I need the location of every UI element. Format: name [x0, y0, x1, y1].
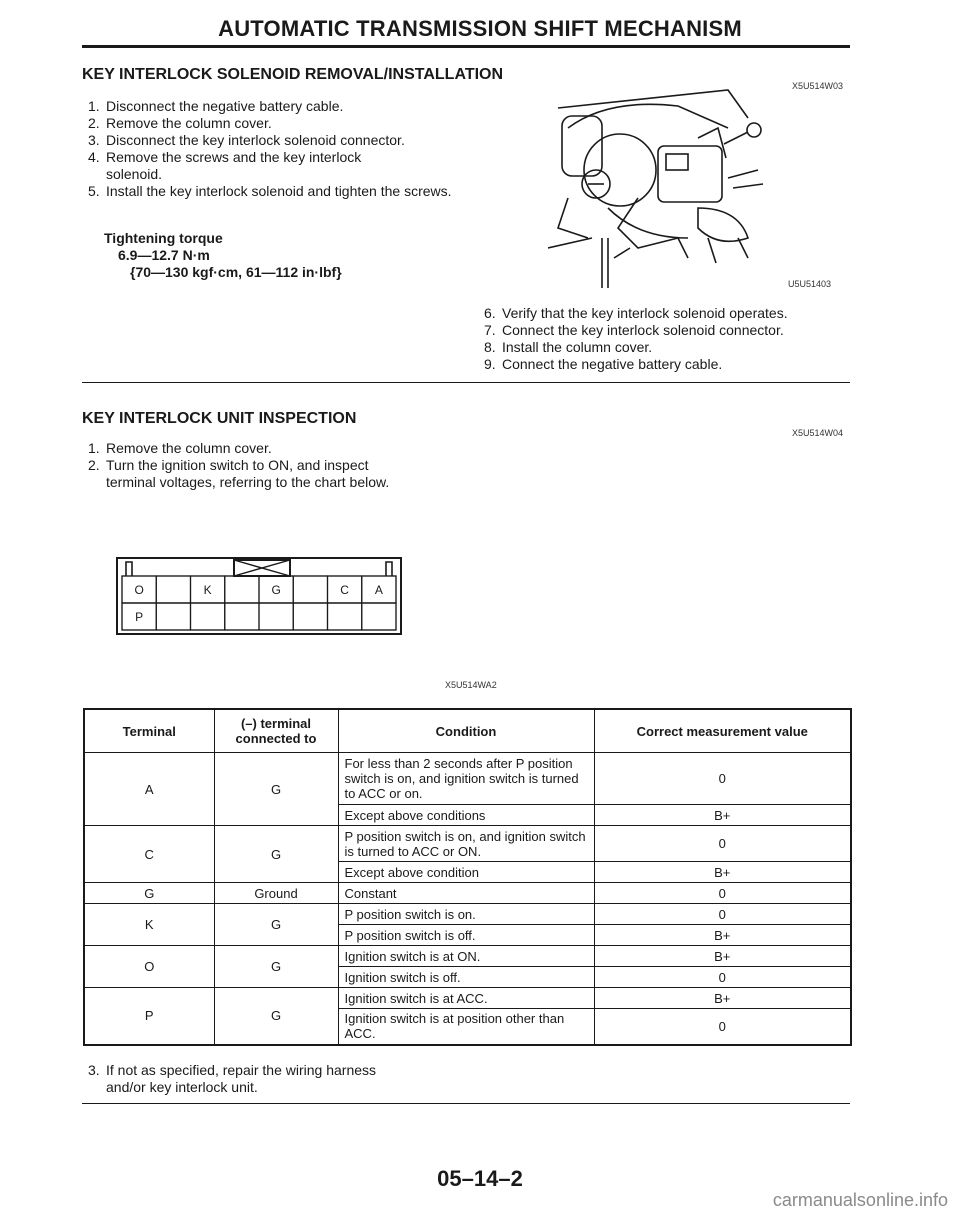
- condition-cell: P position switch is on.: [338, 904, 594, 925]
- condition-cell: Ignition switch is off.: [338, 967, 594, 988]
- terminal-cell: A: [84, 753, 214, 826]
- connector-pin-label: G: [271, 583, 281, 597]
- value-cell: 0: [594, 753, 851, 805]
- connector-pin-cell: [156, 576, 190, 603]
- value-cell: 0: [594, 883, 851, 904]
- connector-pin-cell: [328, 603, 362, 630]
- connected-cell: Ground: [214, 883, 338, 904]
- torque-label: Tightening torque: [104, 230, 223, 246]
- list-item: 1. Disconnect the negative battery cable.: [88, 98, 344, 114]
- list-item: 1. Remove the column cover.: [88, 440, 272, 456]
- figure-code-connector: X5U514WA2: [445, 680, 497, 690]
- connector-pin-label: C: [340, 583, 349, 597]
- connected-cell: G: [214, 753, 338, 826]
- connector-pin-label: K: [203, 583, 212, 597]
- list-item: 4. Remove the screws and the key interlock solenoid.: [88, 149, 362, 182]
- condition-cell: For less than 2 seconds after P position switch is on, and ignition switch is turned to ACC or on.: [338, 753, 594, 805]
- connector-pin-label: P: [135, 610, 144, 624]
- header-connected-to: (–) terminal connected to: [214, 709, 338, 753]
- terminal-cell: C: [84, 826, 214, 883]
- header-measurement-value: Correct measurement value: [594, 709, 851, 753]
- terminal-cell: G: [84, 883, 214, 904]
- table-row: [84, 883, 851, 904]
- section-title-inspection: KEY INTERLOCK UNIT INSPECTION: [82, 410, 357, 427]
- terminal-cell: O: [84, 946, 214, 988]
- torque-value: 6.9—12.7 N·m: [118, 247, 210, 263]
- value-cell: B+: [594, 925, 851, 946]
- torque-alt-value: {70—130 kgf·cm, 61—112 in·lbf}: [130, 264, 342, 280]
- value-cell: B+: [594, 805, 851, 826]
- connector-diagram: [116, 554, 402, 636]
- list-item: 3. Disconnect the key interlock solenoid connector.: [88, 132, 405, 148]
- value-cell: 0: [594, 826, 851, 862]
- connector-pin-label: A: [374, 583, 383, 597]
- page-number: 05–14–2: [437, 1166, 523, 1191]
- installation-steps-list: [484, 305, 844, 373]
- condition-cell: Ignition switch is at ACC.: [338, 988, 594, 1009]
- ref-code-inspection: X5U514W04: [792, 428, 844, 438]
- condition-cell: Ignition switch is at position other than ACC.: [338, 1009, 594, 1045]
- list-item: 8. Install the column cover.: [484, 339, 653, 355]
- table-row: [84, 946, 851, 967]
- list-item: 3. If not as specified, repair the wiring harness and/or key interlock unit.: [88, 1062, 377, 1095]
- page-title: AUTOMATIC TRANSMISSION SHIFT MECHANISM: [218, 16, 742, 41]
- header-condition: Condition: [338, 709, 594, 753]
- condition-cell: Except above condition: [338, 862, 594, 883]
- connector-pin-label: O: [134, 583, 144, 597]
- list-item: 6. Verify that the key interlock solenoid operates.: [484, 305, 788, 321]
- table-row: [84, 988, 851, 1009]
- connector-pin-cell: [156, 603, 190, 630]
- connector-pin-cell: [259, 603, 293, 630]
- connected-cell: G: [214, 826, 338, 883]
- condition-cell: Constant: [338, 883, 594, 904]
- section-title-removal: KEY INTERLOCK SOLENOID REMOVAL/INSTALLATION: [82, 66, 504, 83]
- connector-pin-cell: [362, 603, 396, 630]
- terminal-voltage-table: [83, 708, 852, 1046]
- table-row: [84, 826, 851, 862]
- list-item: 2. Turn the ignition switch to ON, and inspect terminal voltages, referring to the chart below.: [88, 457, 390, 490]
- final-step-list: [88, 1062, 388, 1096]
- figure-code-solenoid: U5U51403: [788, 279, 832, 289]
- terminal-cell: K: [84, 904, 214, 946]
- solenoid-drawing: [548, 88, 778, 288]
- condition-cell: Except above conditions: [338, 805, 594, 826]
- connected-cell: G: [214, 904, 338, 946]
- connector-pin-cell: [225, 603, 259, 630]
- connector-pin-cell: [191, 603, 225, 630]
- table-header-row: [84, 709, 851, 753]
- section-divider: [82, 382, 850, 383]
- condition-cell: Ignition switch is at ON.: [338, 946, 594, 967]
- connector-pin-cell: [293, 576, 327, 603]
- condition-cell: P position switch is on, and ignition switch is turned to ACC or ON.: [338, 826, 594, 862]
- removal-steps-list: [88, 98, 468, 200]
- table-row: [84, 753, 851, 805]
- condition-cell: P position switch is off.: [338, 925, 594, 946]
- list-item: 7. Connect the key interlock solenoid connector.: [484, 322, 784, 338]
- title-rule: [82, 45, 850, 48]
- value-cell: B+: [594, 988, 851, 1009]
- connected-cell: G: [214, 988, 338, 1045]
- connector-pin-cell: [293, 603, 327, 630]
- value-cell: 0: [594, 1009, 851, 1045]
- connector-outline: [116, 554, 402, 636]
- connected-cell: G: [214, 946, 338, 988]
- terminal-cell: P: [84, 988, 214, 1045]
- list-item: 9. Connect the negative battery cable.: [484, 356, 723, 372]
- header-terminal: Terminal: [84, 709, 214, 753]
- table-row: [84, 904, 851, 925]
- inspection-steps-list: [88, 440, 408, 491]
- value-cell: B+: [594, 862, 851, 883]
- list-item: 5. Install the key interlock solenoid and tighten the screws.: [88, 183, 452, 199]
- connector-pin-cell: [225, 576, 259, 603]
- value-cell: 0: [594, 904, 851, 925]
- watermark-text: carmanualsonline.info: [772, 1190, 948, 1210]
- value-cell: 0: [594, 967, 851, 988]
- ref-code-removal: X5U514W03: [792, 81, 844, 91]
- value-cell: B+: [594, 946, 851, 967]
- list-item: 2. Remove the column cover.: [88, 115, 272, 131]
- solenoid-illustration: [548, 88, 778, 288]
- bottom-divider: [82, 1103, 850, 1104]
